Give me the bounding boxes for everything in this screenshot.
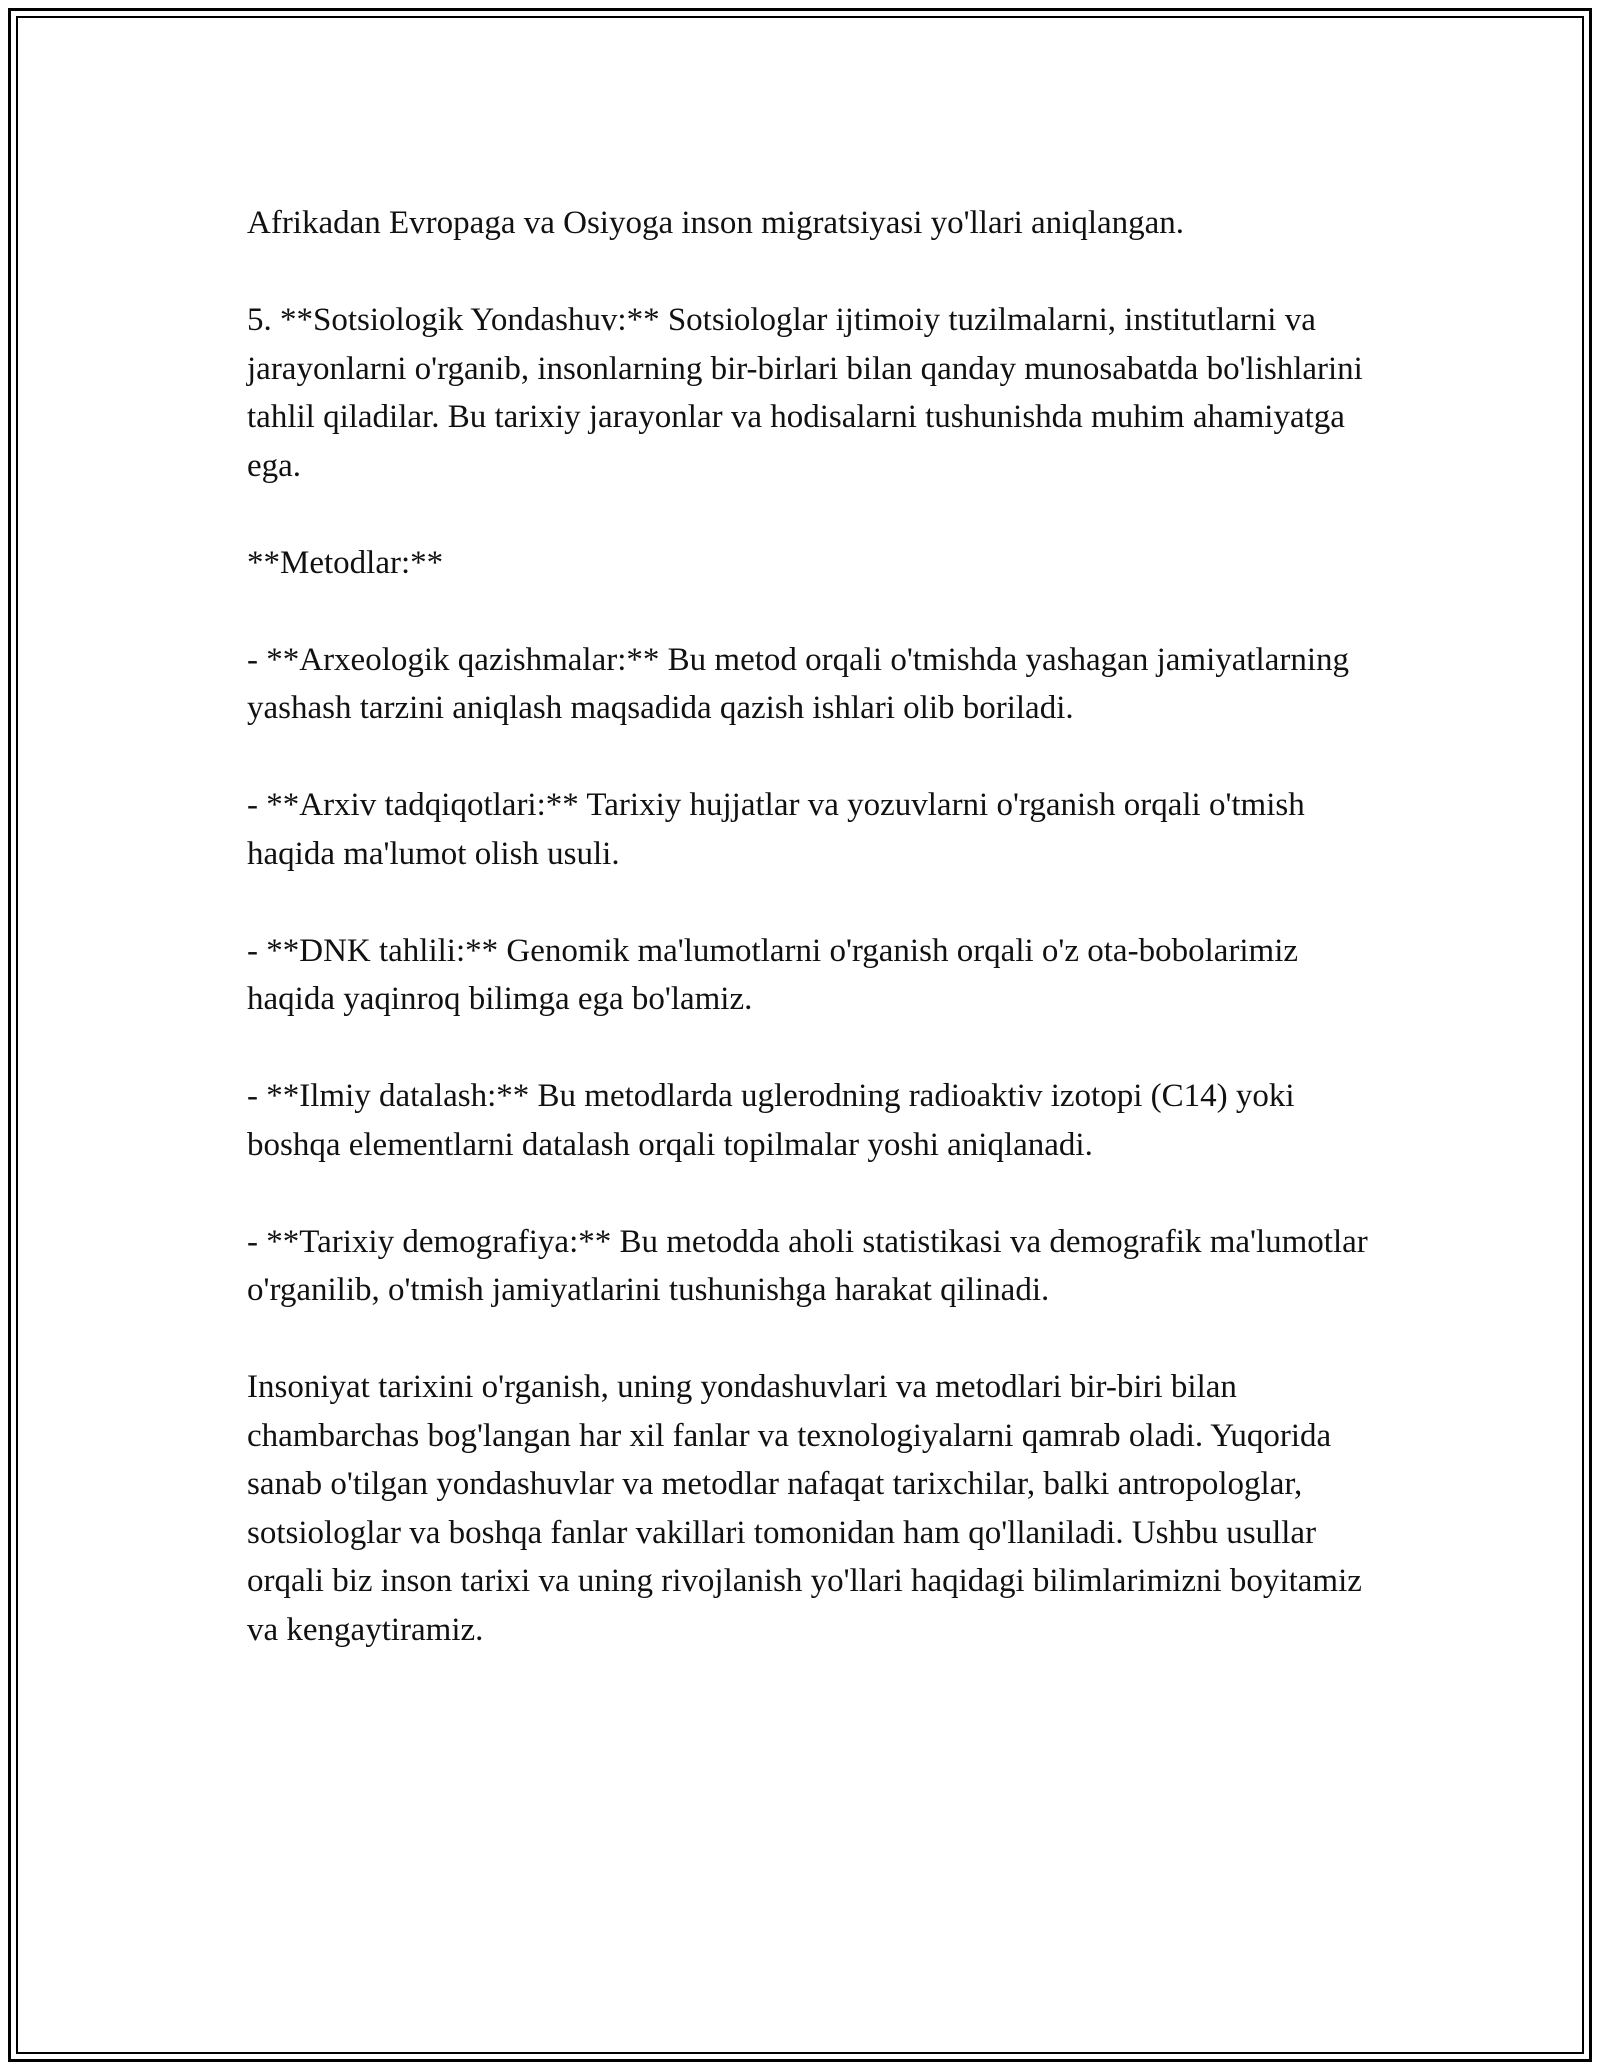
list-item-historical-demography: - **Tarixiy demografiya:** Bu metodda aholi statistikasi va demografik ma'lumotlar o'rganilib, o'tmish jamiyatlarini tushunishga harakat qilinadi. (247, 1223, 1368, 1308)
paragraph-migration: Afrikadan Evropaga va Osiyoga inson migratsiyasi yo'llari aniqlangan. (247, 205, 1185, 241)
list-item-archaeological-excavations: - **Arxeologik qazishmalar:** Bu metod orqali o'tmishda yashagan jamiyatlarning yashash tarzini aniqlash maqsadida qazish ishlari olib boriladi. (247, 641, 1350, 726)
paragraph-sociological-approach: 5. **Sotsiologik Yondashuv:** Sotsiologlar ijtimoiy tuzilmalarni, institutlarni va jarayonlarni o'rganib, insonlarning bir-birlari bilan qanday munosabatda bo'lishlarini tahlil qiladilar. Bu tarixiy jarayonlar va hodisalarni tushunishda muhim ahamiyatga ega. (247, 302, 1363, 484)
list-item-dna-analysis: - **DNK tahlili:** Genomik ma'lumotlarni o'rganish orqali o'z ota-bobolarimiz haqida yaqinroq bilimga ega bo'lamiz. (247, 932, 1299, 1017)
paragraph-conclusion: Insoniyat tarixini o'rganish, uning yondashuvlari va metodlari bir-biri bilan chambarchas bog'langan har xil fanlar va texnologiyalarni qamrab oladi. Yuqorida sanab o'tilgan yondashuvlar va metodlar nafaqat tarixchilar, balki antropologlar, sotsiologlar va boshqa fanlar vakillari tomonidan ham qo'llaniladi. Ushbu usullar orqali biz inson tarixi va uning rivojlanish yo'llari haqidagi bilimlarimizni boyitamiz va kengaytiramiz. (247, 1369, 1362, 1648)
document-body (247, 199, 1377, 1703)
list-item-archive-research: - **Arxiv tadqiqotlari:** Tarixiy hujjatlar va yozuvlarni o'rganish orqali o'tmish haqida ma'lumot olish usuli. (247, 787, 1305, 872)
paragraph-methods-heading: **Metodlar:** (247, 544, 444, 581)
list-item-scientific-dating: - **Ilmiy datalash:** Bu metodlarda uglerodning radioaktiv izotopi (C14) yoki boshqa elementlarni datalash orqali topilmalar yoshi aniqlanadi. (247, 1078, 1295, 1163)
document-page (8, 8, 1592, 2062)
